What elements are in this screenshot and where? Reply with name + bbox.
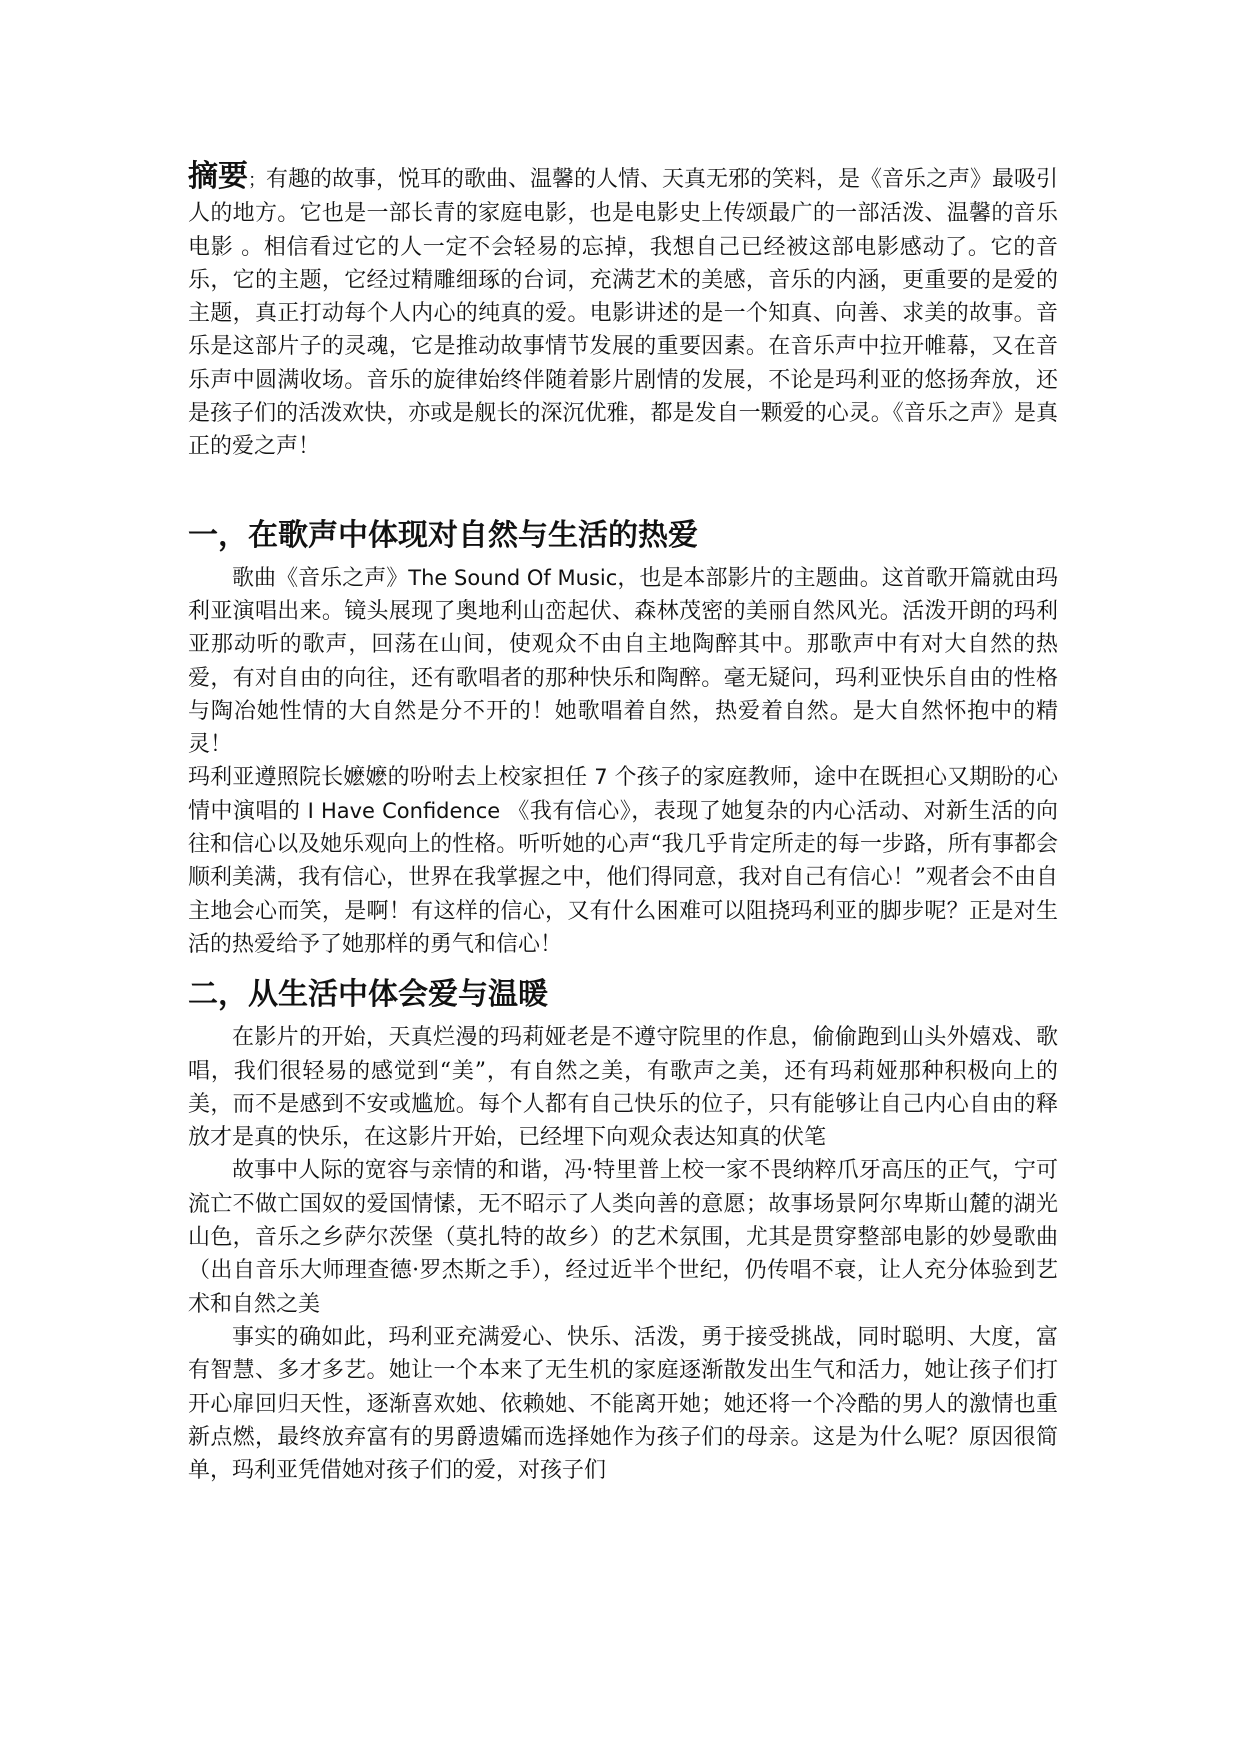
children-count: 7 (587, 765, 615, 790)
section-one-paragraph-2 (188, 761, 1058, 961)
s1p2-text-before: 玛利亚遵照院长嬷嬷的吩咐去上校家担任 (188, 765, 588, 791)
song-title-i-have-confidence: I Have Confidence (300, 798, 508, 823)
s1p1-text-after: ，也是本部影片的主题曲。这首歌开篇就由玛利亚演唱出来。镜头展现了奥地利山峦起伏、森林茂密的美丽自然风光。活泼开朗的玛利亚那动听的歌声，回荡在山间，使观众不由自主地陶醉其中。那歌声中有对大自然的热爱，有对自由的向往，还有歌唱者的那种快乐和陶醉。毫无疑问，玛利亚快乐自由的性格与陶冶她性情的大自然是分不开的！她歌唱着自然，热爱着自然。是大自然怀抱中的精灵！ (188, 565, 1058, 758)
section-two-paragraph-1: 在影片的开始，天真烂漫的玛莉娅老是不遵守院里的作息，偷偷跑到山头外嬉戏、歌唱，我们很轻易的感觉到“美”，有自然之美，有歌声之美，还有玛莉娅那种积极向上的美，而不是感到不安或尴尬。每个人都有自己快乐的位子，只有能够让自己内心自由的释放才是真的快乐，在这影片开始，已经埋下向观众表达知真的伏笔 (188, 1025, 1058, 1151)
section-two-heading: 二，从生活中体会爱与温暖 (188, 977, 548, 1013)
section-one-heading: 一，在歌声中体现对自然与生活的热爱 (188, 517, 698, 553)
s1p1-text-before: 歌曲《音乐之声》 (232, 565, 409, 591)
abstract-label: 摘要 (188, 159, 248, 194)
abstract-separator: ； (248, 170, 266, 191)
s1p2-text-middle: 个孩子的家庭教师，途中在既担心又期盼的心情中演唱的 (188, 765, 1058, 824)
abstract-text: 有趣的故事，悦耳的歌曲、温馨的人情、天真无邪的笑料，是《音乐之声》最吸引人的地方。它也是一部长青的家庭电影，也是电影史上传颂最广的一部活泼、温馨的音乐电影 。相信看过它的人一定不会轻易的忘掉，我想自己已经被这部电影感动了。它的音乐，它的主题，它经过精雕细琢的台词，充满艺术的美感，音乐的内涵，更重要的是爱的主题，真正打动每个人内心的纯真的爱。电影讲述的是一个知真、向善、求美的故事。音乐是这部片子的灵魂，它是推动故事情节发展的重要因素。在音乐声中拉开帷幕，又在音乐声中圆满收场。音乐的旋律始终伴随着影片剧情的发展，不论是玛利亚的悠扬奔放，还是孩子们的活泼欢快，亦或是舰长的深沉优雅，都是发自一颗爱的心灵。《音乐之声》是真正的爱之声！ (188, 167, 1059, 460)
song-title-sound-of-music: The Sound Of Music (408, 565, 618, 590)
abstract-paragraph (188, 160, 1058, 464)
section-two-paragraph-2: 故事中人际的宽容与亲情的和谐，冯·特里普上校一家不畏纳粹爪牙高压的正气，宁可流亡不做亡国奴的爱国情愫，无不昭示了人类向善的意愿；故事场景阿尔卑斯山麓的湖光山色，音乐之乡萨尔茨堡（莫扎特的故乡）的艺术氛围，尤其是贯穿整部电影的妙曼歌曲（出自音乐大师理查德·罗杰斯之手），经过近半个世纪，仍传唱不衰，让人充分体验到艺术和自然之美 (188, 1158, 1058, 1317)
document-page (188, 160, 1058, 1487)
s1p2-text-after: 《我有信心》，表现了她复杂的内心活动、对新生活的向往和信心以及她乐观向上的性格。听听她的心声“我几乎肯定所走的每一步路，所有事都会顺利美满，我有信心，世界在我掌握之中，他们得同意，我对自己有信心！”观者会不由自主地会心而笑，是啊！有这样的信心，又有什么困难可以阻挠玛利亚的脚步呢？正是对生活的热爱给予了她那样的勇气和信心！ (188, 798, 1058, 957)
section-two-paragraph-3: 事实的确如此，玛利亚充满爱心、快乐、活泼，勇于接受挑战，同时聪明、大度，富有智慧、多才多艺。她让一个本来了无生机的家庭逐渐散发出生气和活力，她让孩子们打开心扉回归天性，逐渐喜欢她、依赖她、不能离开她；她还将一个冷酷的男人的激情也重新点燃，最终放弃富有的男爵遗孀而选择她作为孩子们的母亲。这是为什么呢？原因很简单，玛利亚凭借她对孩子们的爱，对孩子们 (188, 1324, 1058, 1484)
section-one-paragraph-1 (188, 562, 1058, 762)
